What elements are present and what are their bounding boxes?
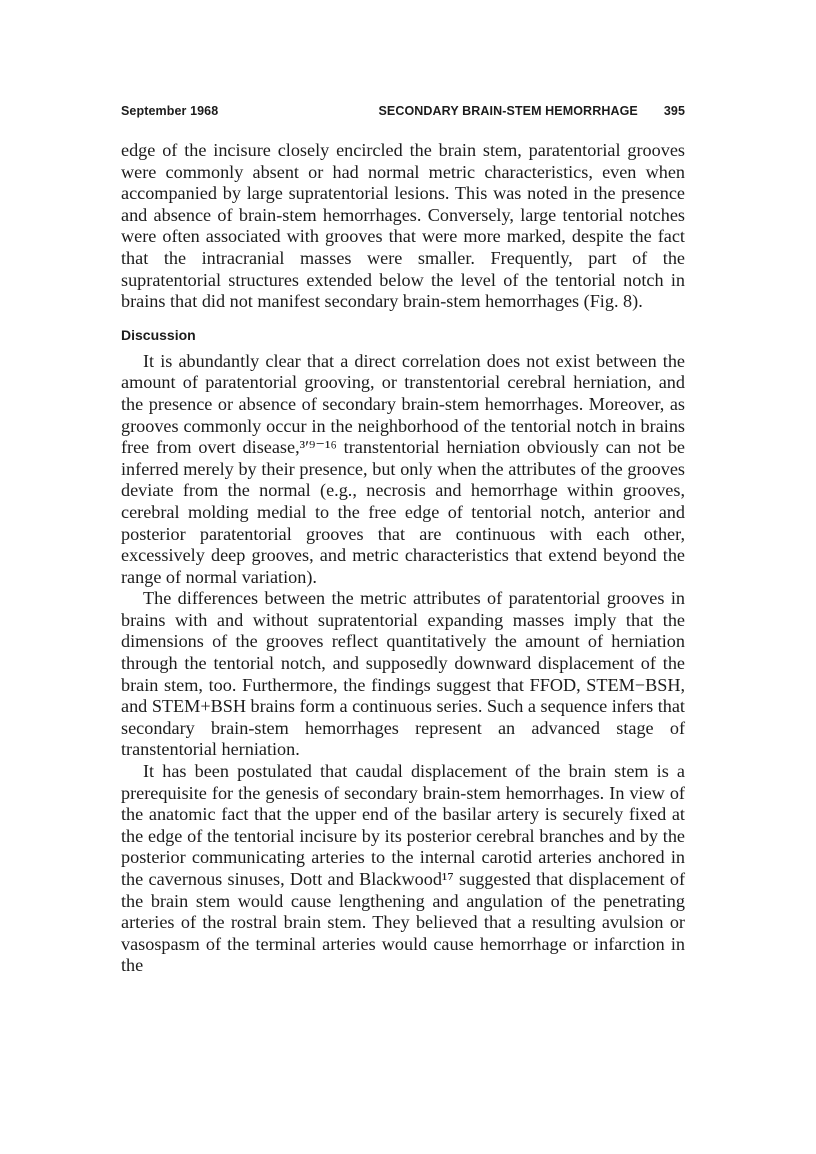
section-heading-discussion: Discussion	[121, 326, 196, 343]
paragraph-discussion-2: The differences between the metric attributes of paratentorial grooves in brains with and without supratentorial expanding masses imply that the dimensions of the grooves reflect quantitatively the amount of herniation through the tentorial notch, and supposedly downward displacement of the brain stem, too. Furthermore, the findings suggest that FFOD, STEM−BSH, and STEM+BSH brains form a continuous series. Such a sequence infers that secondary brain-stem hemorrhages represent an advanced stage of transtentorial herniation.	[121, 588, 685, 760]
header-right	[378, 104, 685, 118]
journal-page	[121, 104, 685, 977]
header-date: September 1968	[121, 104, 219, 118]
paragraph-discussion-1: It is abundantly clear that a direct correlation does not exist between the amount of paratentorial grooving, or transtentorial cerebral herniation, and the presence or absence of secondary brain-stem hemorrhages. Moreover, as grooves commonly occur in the neighborhood of the tentorial notch in brains free from overt disease,³ʹ⁹⁻¹⁶ transtentorial herniation obviously can not be inferred merely by their presence, but only when the attributes of the grooves deviate from the normal (e.g., necrosis and hemorrhage within grooves, cerebral molding medial to the free edge of tentorial notch, anterior and posterior paratentorial grooves that are continuous with each other, excessively deep grooves, and metric characteristics that extend beyond the range of normal variation).	[121, 350, 685, 587]
paragraph-continued: edge of the incisure closely encircled the brain stem, paratentorial grooves were commonly absent or had normal metric characteristics, even when accompanied by large supratentorial lesions. This was noted in the presence and absence of brain-stem hemorrhages. Conversely, large tentorial notches were often associated with grooves that were more marked, despite the fact that the intracranial masses were smaller. Frequently, part of the supratentorial structures extended below the level of the tentorial notch in brains that did not manifest secondary brain-stem hemorrhages (Fig. 8).	[121, 140, 685, 312]
paragraph-discussion-3: It has been postulated that caudal displacement of the brain stem is a prerequisite for the genesis of secondary brain-stem hemorrhages. In view of the anatomic fact that the upper end of the basilar artery is securely fixed at the edge of the tentorial incisure by its posterior cerebral branches and by the posterior communicating arteries to the internal carotid arteries anchored in the cavernous sinuses, Dott and Blackwood¹⁷ suggested that displacement of the brain stem would cause lengthening and angulation of the penetrating arteries of the rostral brain stem. They believed that a resulting avulsion or vasospasm of the terminal arteries would cause hemorrhage or infarction in the	[121, 761, 685, 976]
article-body	[121, 140, 685, 977]
page-number: 395	[663, 104, 685, 118]
header-title: SECONDARY BRAIN-STEM HEMORRHAGE	[378, 104, 638, 118]
running-head	[121, 104, 685, 118]
